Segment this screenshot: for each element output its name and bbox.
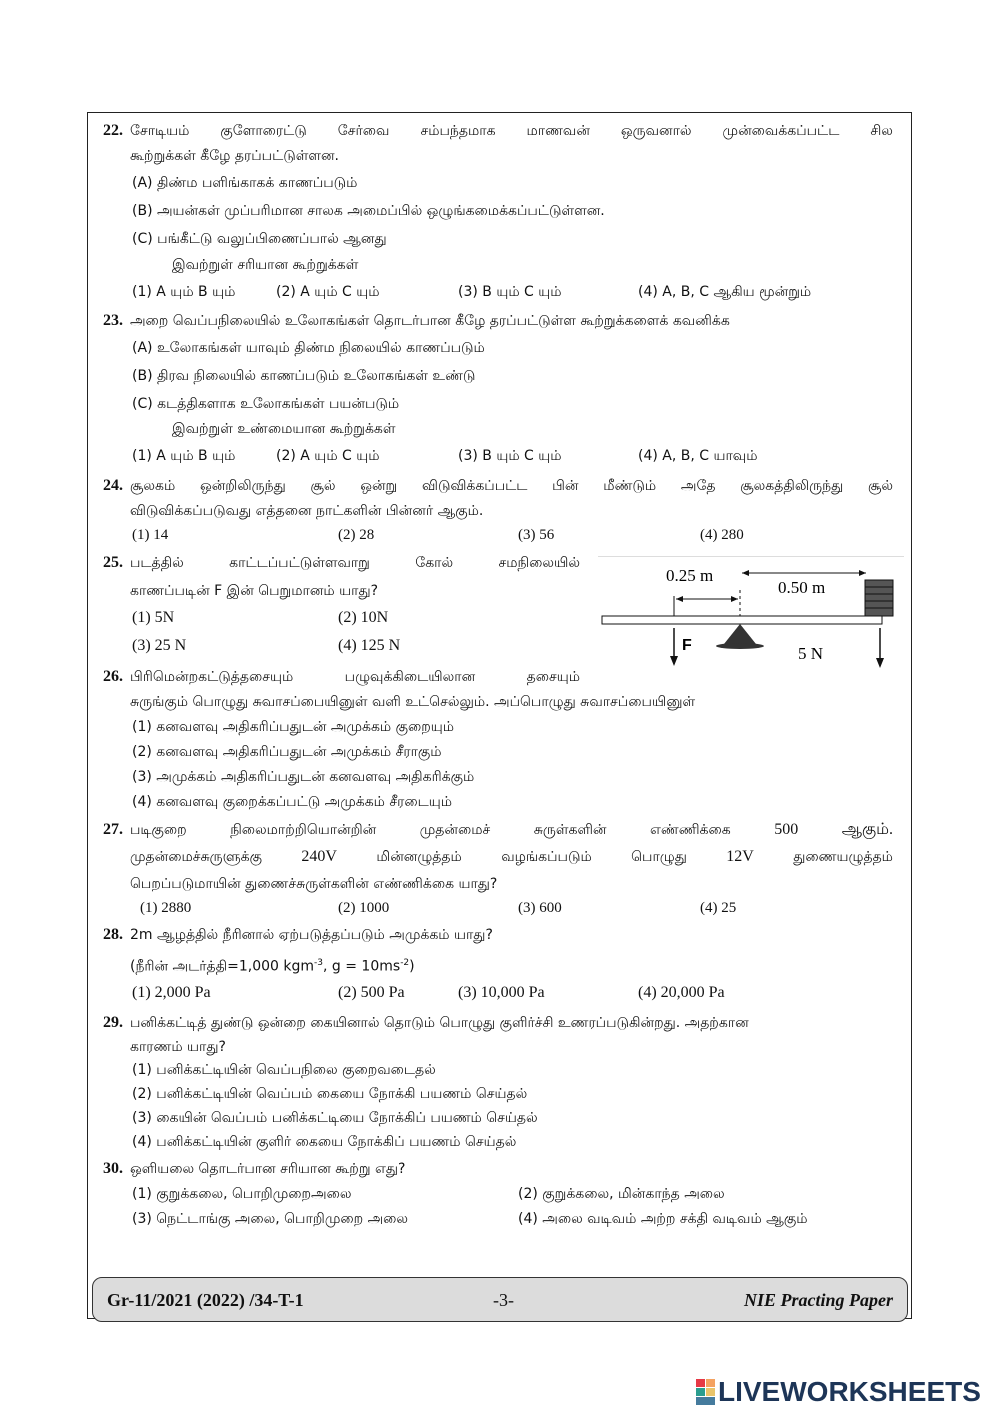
- dist-left-arrowhead-right: [731, 596, 738, 602]
- q25-word: படத்தில்: [130, 555, 184, 571]
- q24-option-1[interactable]: (1) 14: [132, 527, 169, 543]
- q30-option-4[interactable]: (4) அலை வடிவம் அற்ற சக்தி வடிவம் ஆகும்: [518, 1211, 808, 1227]
- q27-word: சுருள்களின்: [533, 822, 607, 838]
- q23-option-2[interactable]: (2) A யும் C யும்: [276, 448, 380, 464]
- q25-stem-line2: காணப்படின் F இன் பெறுமானம் யாது?: [130, 583, 379, 599]
- pivot-base: [716, 643, 764, 649]
- q24-word: மீண்டும்: [603, 478, 657, 494]
- q27-word: 500: [774, 821, 799, 838]
- q24-stem-line1: [130, 477, 893, 495]
- q29-stem-line2: காரணம் யாது?: [130, 1039, 226, 1055]
- q27-word: முதன்மைச்சுருளுக்கு: [130, 849, 262, 865]
- q23-option-4[interactable]: (4) A, B, C யாவும்: [638, 448, 758, 464]
- force-f-arrowhead: [670, 656, 678, 666]
- q23-stem: அறை வெப்பநிலையில் உலோகங்கள் தொடர்பான கீழே தரப்பட்டுள்ள கூற்றுக்களைக் கவனிக்க: [130, 313, 730, 329]
- q27-option-2[interactable]: (2) 1000: [338, 900, 390, 916]
- lever-beam: [602, 616, 882, 624]
- liveworksheets-logo-icon: [696, 1379, 716, 1405]
- q22-statement-c: (C) பங்கீட்டு வலுப்பிணைப்பால் ஆனது: [132, 231, 387, 247]
- q24-option-2[interactable]: (2) 28: [338, 527, 375, 543]
- q26-option-4[interactable]: (4) கனவளவு குறைக்கப்பட்டு அமுக்கம் சீரடையும்: [132, 794, 453, 810]
- q22-word: சேர்வை: [337, 123, 390, 139]
- q28-given: [130, 954, 415, 976]
- q24-word: சூல்: [867, 478, 893, 494]
- q26-option-1[interactable]: (1) கனவளவு அதிகரிப்பதுடன் அமுக்கம் குறையும்: [132, 719, 455, 735]
- q23-statement-a: (A) உலோகங்கள் யாவும் திண்ம நிலையில் காணப்படும்: [132, 340, 485, 356]
- liveworksheets-wordmark: LIVEWORKSHEETS: [718, 1376, 981, 1407]
- q22-word: மாணவன்: [526, 123, 590, 139]
- pivot-fulcrum: [724, 624, 756, 644]
- q26-number: 26.: [103, 668, 123, 685]
- q28-option-1[interactable]: (1) 2,000 Pa: [132, 984, 211, 1001]
- q24-word: விடுவிக்கப்பட்ட: [422, 478, 528, 494]
- q25-option-2[interactable]: (2) 10N: [338, 609, 389, 626]
- q26-stem-line1: [130, 668, 580, 686]
- weight-arrowhead: [876, 658, 884, 668]
- q26-option-2[interactable]: (2) கனவளவு அதிகரிப்பதுடன் அமுக்கம் சீராகும்: [132, 744, 442, 760]
- q28-given-suffix: ): [409, 958, 415, 975]
- q29-option-4[interactable]: (4) பனிக்கட்டியின் குளிர் கையை நோக்கிப் பயணம் செய்தல்: [132, 1134, 517, 1150]
- q27-word: மின்னழுத்தம்: [376, 849, 462, 865]
- q23-option-3[interactable]: (3) B யும் C யும்: [458, 448, 562, 464]
- q22-word: முன்வைக்கப்பட்ட: [722, 123, 840, 139]
- stacked-weights: [865, 580, 893, 616]
- q27-word: 240V: [301, 848, 337, 865]
- q27-stem-line1: [130, 821, 893, 839]
- q25-word: காட்டப்பட்டுள்ளவாறு: [229, 555, 370, 571]
- q26-word: பழுவுக்கிடையிலான: [344, 669, 476, 685]
- q27-word: பொழுது: [631, 849, 687, 865]
- q26-stem-line2: சுருங்கும் பொழுது சுவாசப்பையினுள் வளி உட்செல்லும். அப்பொழுது சுவாசப்பையினுள்: [130, 694, 696, 710]
- page-footer: [92, 1277, 908, 1322]
- q27-word: வழங்கப்படும்: [501, 849, 592, 865]
- q30-option-2[interactable]: (2) குறுக்கலை, மின்காந்த அலை: [518, 1186, 725, 1202]
- q29-option-2[interactable]: (2) பனிக்கட்டியின் வெப்பம் கையை நோக்கி பயணம் செய்தல்: [132, 1086, 528, 1102]
- dist-left-label: 0.25 m: [666, 566, 714, 585]
- force-f-label: F: [682, 637, 692, 654]
- q25-option-3[interactable]: (3) 25 N: [132, 637, 187, 654]
- q22-prompt: இவற்றுள் சரியான கூற்றுக்கள்: [172, 257, 359, 273]
- q22-statement-a: (A) திண்ம பளிங்காகக் காணப்படும்: [132, 175, 358, 191]
- q27-word: ஆகும்.: [841, 821, 893, 838]
- q22-option-3[interactable]: (3) B யும் C யும்: [458, 284, 562, 300]
- q23-option-1[interactable]: (1) A யும் B யும்: [132, 448, 236, 464]
- q22-word: சோடியம்: [130, 123, 190, 139]
- q22-stem-line2: கூற்றுக்கள் கீழே தரப்பட்டுள்ளன.: [130, 148, 339, 164]
- dist-right-arrowhead-left: [742, 570, 749, 576]
- q22-word: சில: [870, 123, 893, 139]
- q28-option-2[interactable]: (2) 500 Pa: [338, 984, 405, 1001]
- q27-option-1[interactable]: (1) 2880: [140, 900, 192, 916]
- q28-given-exp1: -3: [314, 958, 324, 968]
- q29-option-3[interactable]: (3) கையின் வெப்பம் பனிக்கட்டியை நோக்கிப் பயணம் செய்தல்: [132, 1110, 538, 1126]
- q22-word: குளோரைட்டு: [220, 123, 307, 139]
- q22-option-1[interactable]: (1) A யும் B யும்: [132, 284, 236, 300]
- q23-statement-b: (B) திரவ நிலையில் காணப்படும் உலோகங்கள் உண்டு: [132, 368, 476, 384]
- q22-option-2[interactable]: (2) A யும் C யும்: [276, 284, 380, 300]
- q28-stem-text: 2m ஆழத்தில் நீரினால் ஏற்படுத்தப்படும் அமுக்கம் யாது?: [130, 927, 493, 943]
- q24-word: ஒன்றிலிருந்து: [200, 478, 286, 494]
- q28-given-prefix: (நீரின் அடர்த்தி=1,000 kgm: [130, 958, 315, 975]
- q24-option-4[interactable]: (4) 280: [700, 527, 744, 543]
- q24-word: சூலகத்திலிருந்து: [740, 478, 844, 494]
- q27-stem-line2: [130, 848, 893, 866]
- q28-given-mid: , g = 10ms: [323, 958, 401, 975]
- q23-prompt: இவற்றுள் உண்மையான கூற்றுக்கள்: [172, 421, 396, 437]
- q24-word: சூல்: [310, 478, 336, 494]
- footer-paper-code: Gr-11/2021 (2022) /34-T-1: [107, 1290, 304, 1310]
- q27-number: 27.: [103, 821, 123, 838]
- q27-word: நிலைமாற்றியொன்றின்: [230, 822, 377, 838]
- q27-word: 12V: [726, 848, 754, 865]
- q22-word: ஒருவனால்: [620, 123, 692, 139]
- footer-page-number: -3-: [493, 1290, 514, 1310]
- q23-statement-c: (C) கடத்திகளாக உலோகங்கள் பயன்படும்: [132, 396, 400, 412]
- q22-number: 22.: [103, 122, 123, 139]
- q26-word: பிரிமென்றகட்டுத்தசையும்: [130, 669, 294, 685]
- q25-number: 25.: [103, 554, 123, 571]
- q28-option-4[interactable]: (4) 20,000 Pa: [638, 984, 725, 1001]
- q27-word: படிகுறை: [130, 822, 187, 838]
- q30-option-3[interactable]: (3) நெட்டாங்கு அலை, பொறிமுறை அலை: [132, 1211, 409, 1227]
- q24-option-3[interactable]: (3) 56: [518, 527, 555, 543]
- weight-label: 5 N: [798, 644, 824, 663]
- q27-option-4[interactable]: (4) 25: [700, 900, 737, 916]
- q25-word: சமநிலையில்: [498, 555, 580, 571]
- q28-option-3[interactable]: (3) 10,000 Pa: [458, 984, 545, 1001]
- q28-stem: [130, 926, 493, 944]
- q30-option-1[interactable]: (1) குறுக்கலை, பொறிமுறைஅலை: [132, 1186, 352, 1202]
- q28-given-exp2: -2: [400, 958, 410, 968]
- q24-word: அதே: [680, 478, 716, 494]
- q30-stem: ஒளியலை தொடர்பான சரியான கூற்று எது?: [130, 1161, 406, 1177]
- q27-option-3[interactable]: (3) 600: [518, 900, 562, 916]
- q29-number: 29.: [103, 1014, 123, 1031]
- q29-stem-line1: பனிக்கட்டித் துண்டு ஒன்றை கையினால் தொடும் பொழுது குளிர்ச்சி உணரப்படுகின்றது. அதற்கான: [130, 1015, 749, 1031]
- q22-word: சம்பந்தமாக: [420, 123, 496, 139]
- liveworksheets-watermark: [696, 1377, 981, 1407]
- q26-option-3[interactable]: (3) அமுக்கம் அதிகரிப்பதுடன் கனவளவு அதிகரிக்கும்: [132, 769, 475, 785]
- q27-word: முதன்மைச்: [419, 822, 491, 838]
- q27-word: துணையழுத்தம்: [793, 849, 893, 865]
- q24-stem-line2: விடுவிக்கப்படுவது எத்தனை நாட்களின் பின்னர் ஆகும்.: [130, 503, 484, 519]
- lever-diagram: [598, 556, 904, 676]
- q25-word: கோல்: [415, 555, 454, 571]
- dist-right-arrowhead-right: [859, 570, 866, 576]
- q24-word: சூலகம்: [130, 478, 176, 494]
- q22-stem-line1: [130, 122, 893, 140]
- q27-word: எண்ணிக்கை: [650, 822, 731, 838]
- footer-label: NIE Practing Paper: [743, 1290, 893, 1310]
- q25-option-1[interactable]: (1) 5N: [132, 609, 175, 626]
- q24-number: 24.: [103, 477, 123, 494]
- q30-number: 30.: [103, 1160, 123, 1177]
- q22-statement-b: (B) அயன்கள் முப்பரிமான சாலக அமைப்பில் ஒழுங்கமைக்கப்பட்டுள்ளன.: [132, 203, 605, 219]
- q24-word: பின்: [552, 478, 579, 494]
- dist-left-arrowhead-left: [676, 596, 683, 602]
- q25-option-4[interactable]: (4) 125 N: [338, 637, 401, 654]
- q22-option-4[interactable]: (4) A, B, C ஆகிய மூன்றும்: [638, 284, 812, 300]
- q24-word: ஒன்று: [360, 478, 398, 494]
- q25-stem-line1: [130, 554, 580, 572]
- q26-word: தசையும்: [526, 669, 580, 685]
- q28-number: 28.: [103, 926, 123, 943]
- q29-option-1[interactable]: (1) பனிக்கட்டியின் வெப்பநிலை குறைவடைதல்: [132, 1062, 436, 1078]
- dist-right-label: 0.50 m: [778, 578, 826, 597]
- q23-number: 23.: [103, 312, 123, 329]
- q27-stem-line3: பெறப்படுமாயின் துணைச்சுருள்களின் எண்ணிக்கை யாது?: [130, 876, 498, 892]
